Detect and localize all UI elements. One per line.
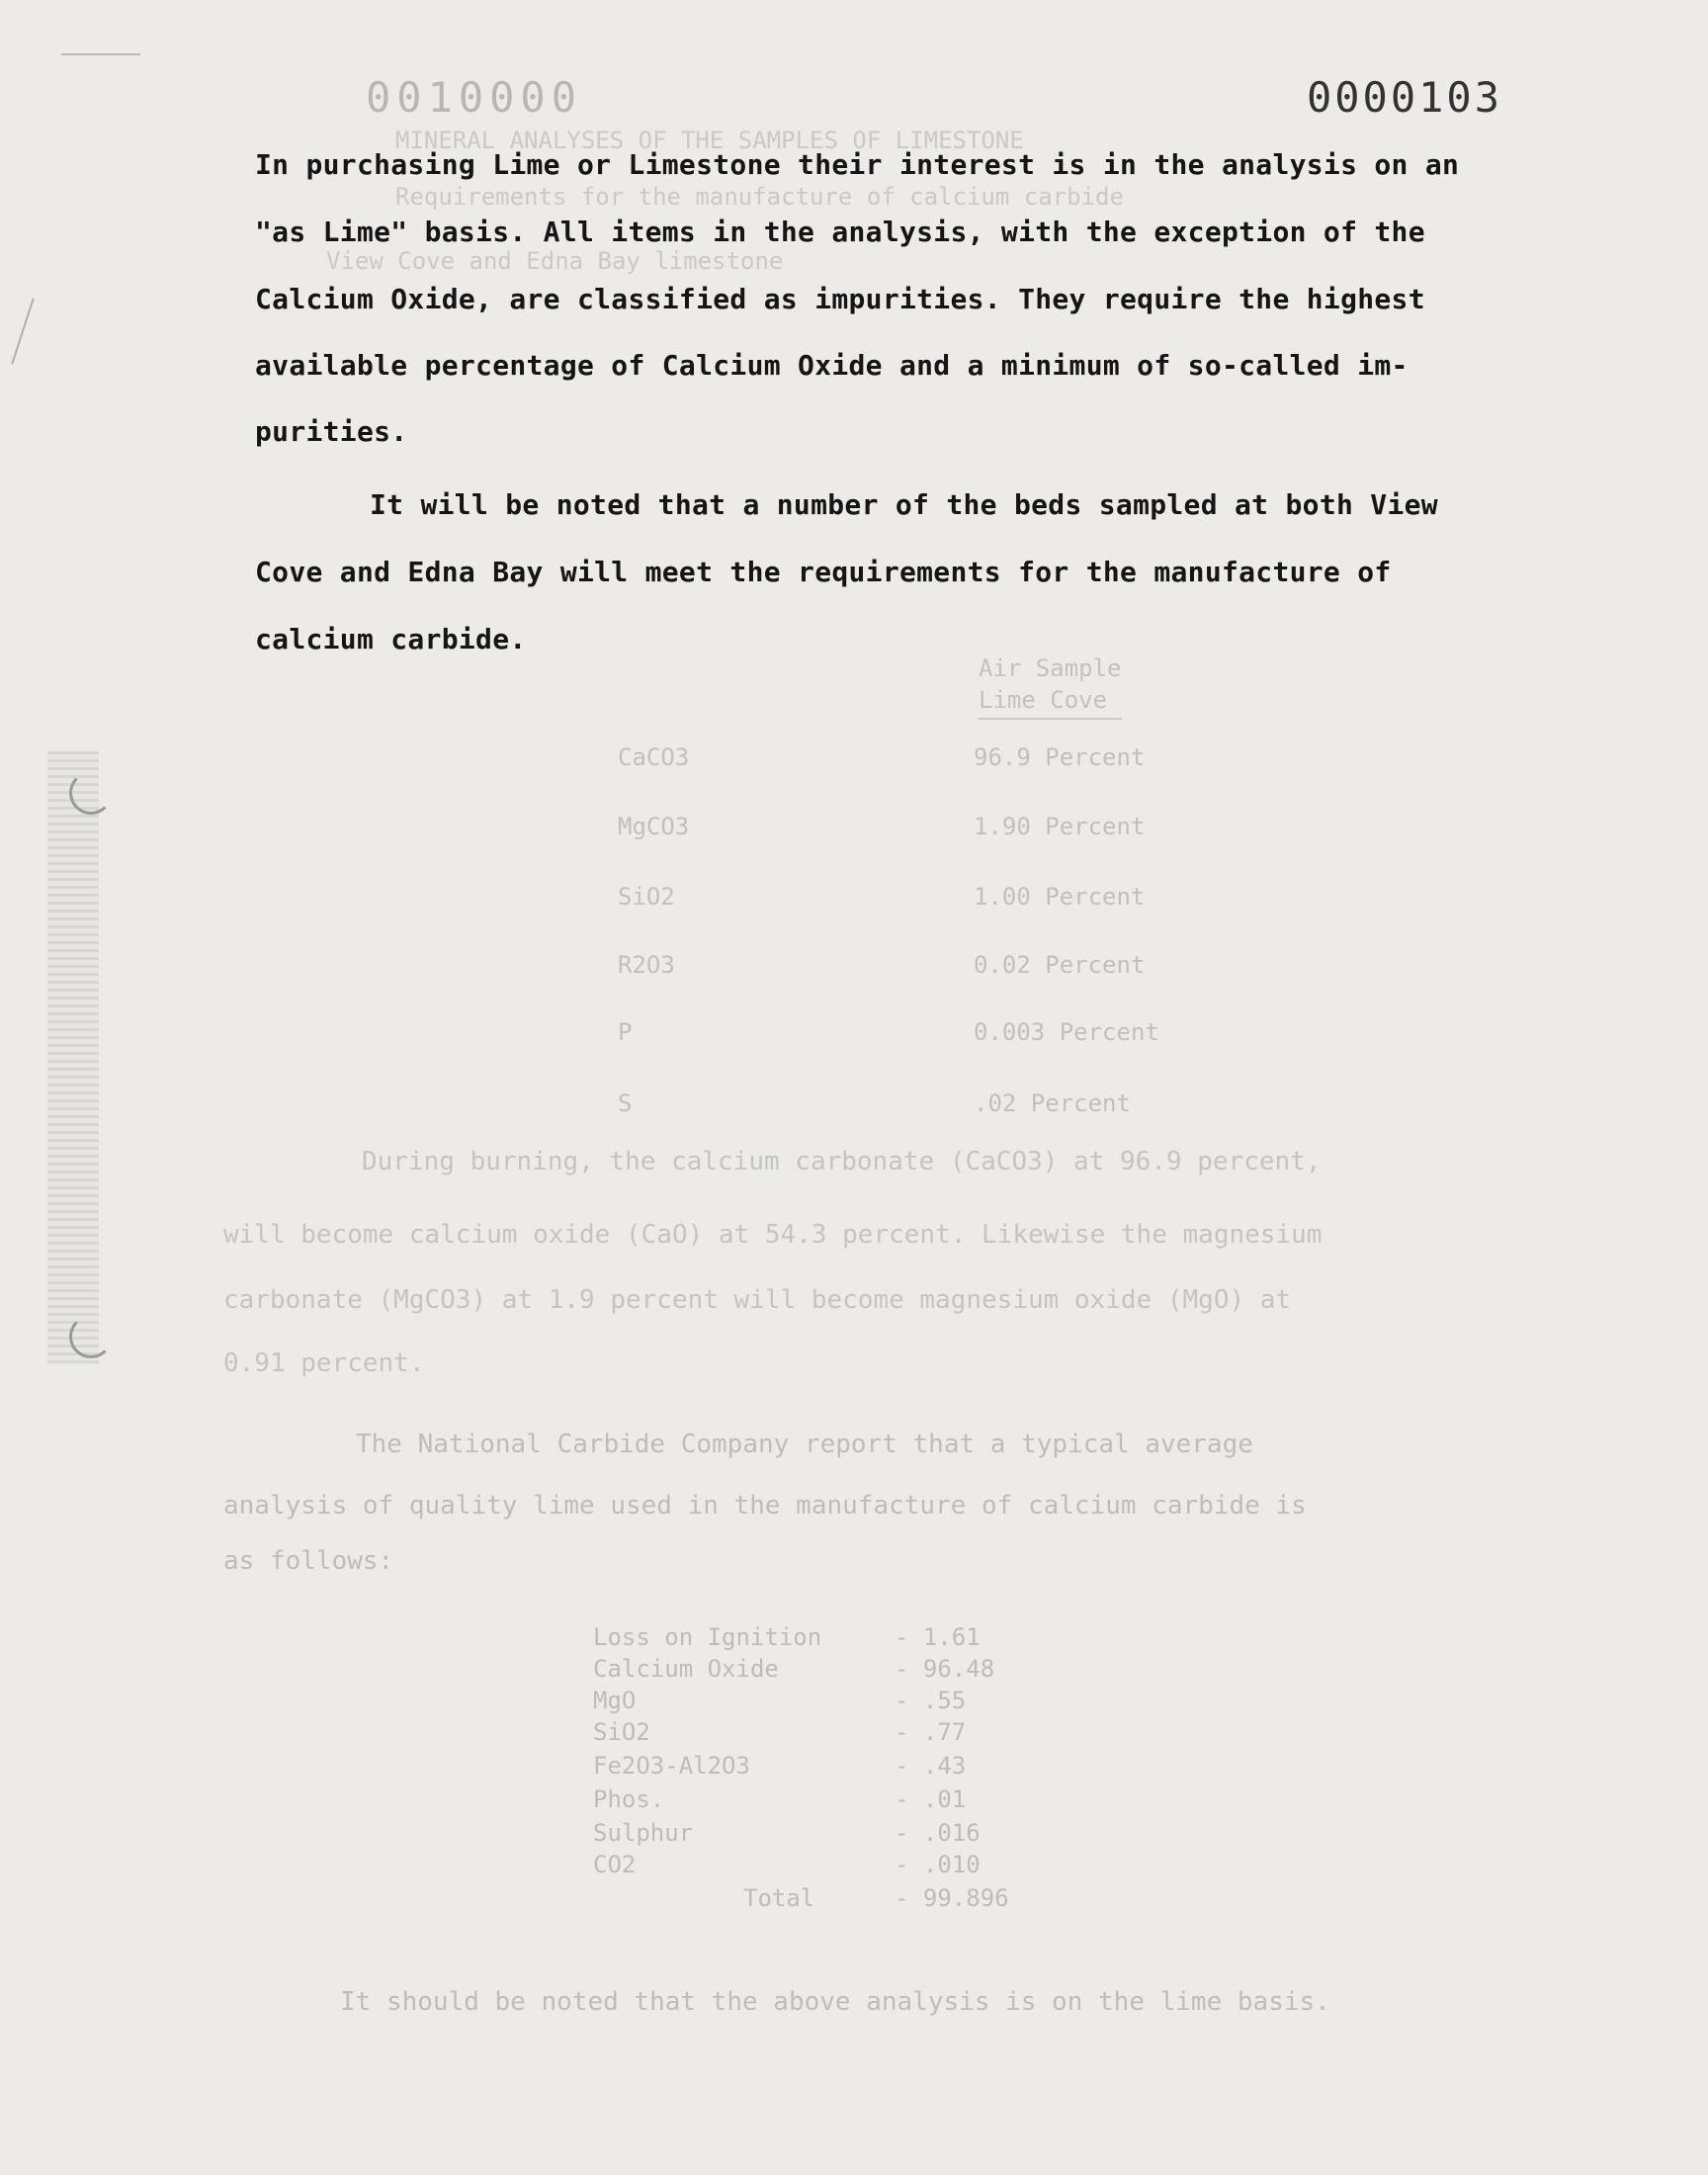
paragraph-1-line: Calcium Oxide, are classified as impurities. They require the highest [255,283,1425,315]
analysis-value: - .01 [895,1785,967,1813]
table-value: 0.003 Percent [974,1018,1159,1046]
table-value: 1.00 Percent [974,883,1146,911]
table-heading [979,652,1122,720]
scan-line-mark [11,298,35,364]
paragraph-3-line: During burning, the calcium carbonate (CaCO3) at 96.9 percent, [362,1147,1322,1176]
table-value: 0.02 Percent [974,951,1146,979]
analysis-row [593,1687,967,1714]
paragraph-3-line: carbonate (MgCO3) at 1.9 percent will become magnesium oxide (MgO) at [223,1285,1292,1315]
scan-edge-strip [47,751,99,1364]
paragraph-1-line: available percentage of Calcium Oxide and a minimum of so-called im- [255,349,1409,382]
paragraph-5-line: It should be noted that the above analysis is on the lime basis. [340,1987,1330,2017]
paragraph-2-line: It will be noted that a number of the beds sampled at both View [370,488,1438,521]
scan-speck [61,53,140,55]
paragraph-4-line: The National Carbide Company report that a typical average [356,1430,1253,1459]
punch-hole-bottom [69,1315,113,1358]
table-formula: MgCO3 [618,813,690,840]
analysis-label: SiO2 [593,1718,650,1746]
paragraph-2-line: calcium carbide. [255,623,527,655]
analysis-value: - .77 [895,1718,967,1746]
analysis-value: - .43 [895,1752,967,1780]
analysis-label: Calcium Oxide [593,1655,779,1683]
table-heading-line: Air Sample [979,654,1122,682]
table-formula: CaCO3 [618,743,690,771]
table-value: .02 Percent [974,1089,1131,1117]
analysis-value: - .016 [895,1819,981,1847]
analysis-value: - 96.48 [895,1655,995,1683]
analysis-row [593,1623,981,1651]
bleed-through-line: MINERAL ANALYSES OF THE SAMPLES OF LIMESTONE [395,127,1024,154]
paragraph-1-line: In purchasing Lime or Limestone their interest is in the analysis on an [255,148,1460,181]
paragraph-1-line: "as Lime" basis. All items in the analysis, with the exception of the [255,216,1425,248]
analysis-label: Phos. [593,1785,665,1813]
paragraph-4-line: analysis of quality lime used in the manufacture of calcium carbide is [223,1491,1307,1521]
page-number: 0000103 [1306,73,1502,122]
table-formula: S [618,1089,633,1117]
analysis-row [593,1718,967,1746]
analysis-row [593,1819,981,1847]
analysis-value: - 99.896 [895,1884,1009,1912]
paragraph-1-line: purities. [255,415,408,448]
analysis-row [593,1752,967,1780]
analysis-label: Loss on Ignition [593,1623,822,1651]
table-value: 96.9 Percent [974,743,1146,771]
analysis-row [593,1785,967,1813]
bleed-through-line: Requirements for the manufacture of calcium carbide [395,183,1124,211]
table-value: 1.90 Percent [974,813,1146,840]
table-formula: SiO2 [618,883,675,911]
table-formula: R2O3 [618,951,675,979]
analysis-value: - .010 [895,1851,981,1878]
table-formula: P [618,1018,633,1046]
analysis-label: MgO [593,1687,637,1714]
analysis-value: - .55 [895,1687,967,1714]
analysis-value: - 1.61 [895,1623,981,1651]
punch-hole-top [69,771,113,815]
analysis-label: Total [743,1884,815,1912]
analysis-total-row [743,1884,1009,1912]
analysis-label: Sulphur [593,1819,694,1847]
table-heading-line: Lime Cove [979,684,1122,720]
paragraph-3-line: will become calcium oxide (CaO) at 54.3 percent. Likewise the magnesium [223,1220,1323,1250]
ghost-stamp: 0010000 [366,73,583,122]
bleed-through-line: View Cove and Edna Bay limestone [326,247,784,275]
analysis-row [593,1851,981,1878]
paragraph-3-line: 0.91 percent. [223,1348,425,1378]
analysis-label: Fe2O3-Al2O3 [593,1752,750,1780]
analysis-label: CO2 [593,1851,637,1878]
paragraph-4-line: as follows: [223,1546,394,1576]
analysis-row [593,1655,995,1683]
paragraph-2-line: Cove and Edna Bay will meet the requirements for the manufacture of [255,556,1392,588]
